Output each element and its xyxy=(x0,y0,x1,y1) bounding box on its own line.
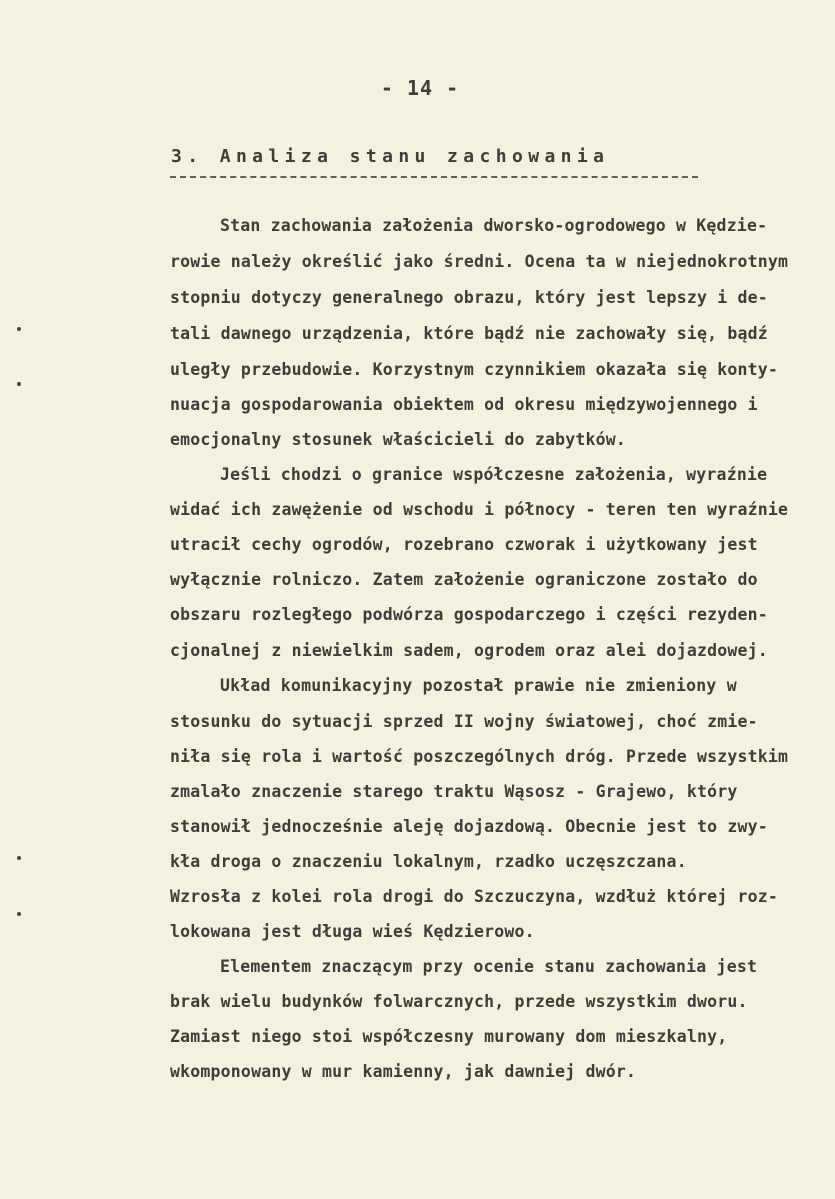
text-line: widać ich zawężenie od wschodu i północy - teren ten wyraźnie xyxy=(170,500,789,519)
text-line: stopniu dotyczy generalnego obrazu, który jest lepszy i de- xyxy=(170,288,768,307)
punch-hole-mark xyxy=(17,382,21,386)
text-line: lokowana jest długa wieś Kędzierowo. xyxy=(170,922,535,941)
text-line: brak wielu budynków folwarcznych, przede wszystkim dworu. xyxy=(170,992,748,1011)
punch-hole-mark xyxy=(17,912,21,916)
text-line: utracił cechy ogrodów, rozebrano czworak i użytkowany jest xyxy=(170,535,758,554)
text-line: Jeśli chodzi o granice współczesne założenia, wyraźnie xyxy=(220,465,768,484)
text-line: obszaru rozległego podwórza gospodarczego i części rezyden- xyxy=(170,605,768,624)
page-number: - 14 - xyxy=(380,76,460,100)
text-line: stanowił jednocześnie aleję dojazdową. Obecnie jest to zwy- xyxy=(170,817,768,836)
punch-hole-mark xyxy=(17,327,21,331)
text-line: Zamiast niego stoi współczesny murowany dom mieszkalny, xyxy=(170,1027,728,1046)
text-line: wkomponowany w mur kamienny, jak dawniej dwór. xyxy=(170,1062,637,1081)
text-line: emocjonalny stosunek właścicieli do zabytków. xyxy=(170,430,627,449)
text-line: cjonalnej z niewielkim sadem, ogrodem oraz alei dojazdowej. xyxy=(170,641,768,660)
text-line: Elementem znaczącym przy ocenie stanu zachowania jest xyxy=(220,957,758,976)
text-line: Układ komunikacyjny pozostał prawie nie zmieniony w xyxy=(220,676,737,695)
text-line: nuacja gospodarowania obiektem od okresu międzywojennego i xyxy=(170,395,758,414)
text-line: niła się rola i wartość poszczególnych dróg. Przede wszystkim xyxy=(170,747,789,766)
text-line: Stan zachowania założenia dworsko-ogrodowego w Kędzie- xyxy=(220,216,768,235)
text-line: wyłącznie rolniczo. Zatem założenie ograniczone zostało do xyxy=(170,570,758,589)
text-line: rowie należy określić jako średni. Ocena ta w niejednokrotnym xyxy=(170,252,789,271)
text-line: Wzrosła z kolei rola drogi do Szczuczyna, wzdłuż której roz- xyxy=(170,887,779,906)
text-line: zmalało znaczenie starego traktu Wąsosz - Grajewo, który xyxy=(170,782,738,801)
section-heading: 3. Analiza stanu zachowania xyxy=(171,146,610,167)
text-line: tali dawnego urządzenia, które bądź nie zachowały się, bądź xyxy=(170,324,768,343)
text-line: stosunku do sytuacji sprzed II wojny światowej, choć zmie- xyxy=(170,712,758,731)
text-line: uległy przebudowie. Korzystnym czynnikiem okazała się konty- xyxy=(170,360,779,379)
heading-underline xyxy=(170,176,698,182)
text-line: kła droga o znaczeniu lokalnym, rzadko uczęszczana. xyxy=(170,852,687,871)
punch-hole-mark xyxy=(17,856,21,860)
